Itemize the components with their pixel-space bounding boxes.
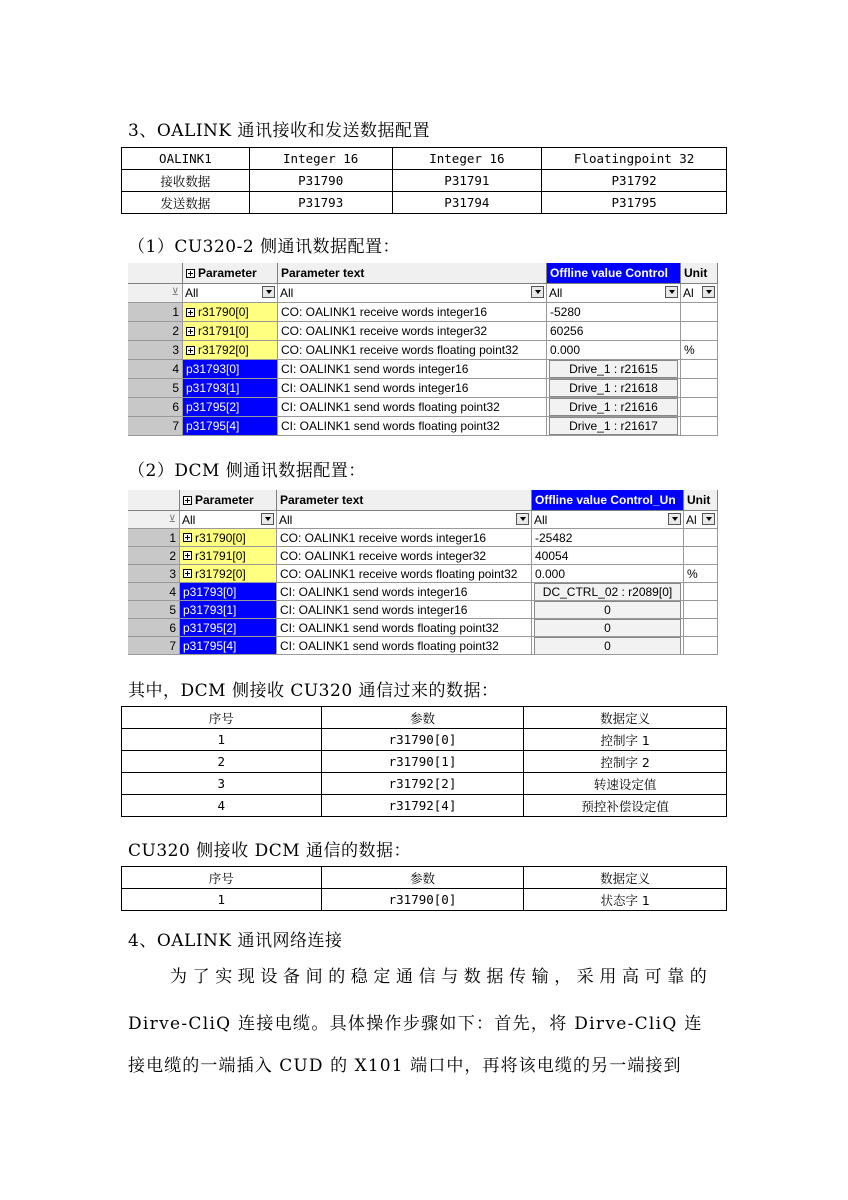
chevron-down-icon[interactable] bbox=[516, 513, 529, 525]
cu320-parameter-grid bbox=[128, 263, 719, 437]
table-row bbox=[122, 889, 727, 911]
table-header-cell: 数据定义 bbox=[524, 867, 727, 889]
filter-dropdown[interactable] bbox=[532, 511, 684, 529]
unit-cell: % bbox=[681, 341, 718, 360]
filter-dropdown[interactable] bbox=[684, 511, 718, 529]
connection-button[interactable]: Drive_1 : r21615 bbox=[549, 360, 678, 378]
row-number[interactable]: 5 bbox=[128, 601, 180, 619]
table-header-cell: Integer 16 bbox=[249, 148, 392, 170]
parameter-text: CI: OALINK1 send words floating point32 bbox=[278, 398, 547, 417]
table-cell: 3 bbox=[122, 773, 322, 795]
expand-icon[interactable] bbox=[183, 569, 192, 578]
row-number[interactable]: 1 bbox=[128, 529, 180, 547]
parameter-id: r31791[0] bbox=[198, 324, 249, 338]
table-cell: 控制字 2 bbox=[524, 751, 727, 773]
filter-value: Al bbox=[683, 286, 694, 300]
connection-button[interactable]: Drive_1 : r21617 bbox=[549, 417, 678, 435]
dcm-receive-heading: 其中，DCM 侧接收 CU320 通信过来的数据： bbox=[128, 681, 499, 701]
offline-value[interactable] bbox=[547, 417, 681, 436]
connection-button[interactable]: 0 bbox=[534, 601, 681, 619]
grid-row[interactable] bbox=[128, 341, 718, 360]
value-text: 0.000 bbox=[550, 343, 581, 357]
parameter-id: r31792[0] bbox=[198, 343, 249, 357]
chevron-down-icon[interactable] bbox=[531, 286, 544, 298]
table-row bbox=[122, 751, 727, 773]
column-header[interactable] bbox=[183, 263, 278, 284]
table-row bbox=[122, 170, 727, 192]
parameter-cell[interactable] bbox=[180, 619, 277, 637]
parameter-cell[interactable] bbox=[183, 417, 278, 436]
filter-dropdown[interactable] bbox=[547, 284, 681, 303]
dcm-receive-table bbox=[121, 706, 727, 817]
table-header-cell: 参数 bbox=[321, 867, 524, 889]
parameter-id: r31790[0] bbox=[198, 305, 249, 319]
filter-dropdown[interactable] bbox=[180, 511, 277, 529]
unit-cell bbox=[684, 619, 718, 637]
parameter-text: CI: OALINK1 send words integer16 bbox=[278, 360, 547, 379]
column-header-label: Parameter text bbox=[281, 266, 365, 280]
grid-filter-row bbox=[128, 511, 718, 529]
parameter-text: CI: OALINK1 send words floating point32 bbox=[277, 637, 532, 655]
parameter-cell[interactable] bbox=[180, 529, 277, 547]
column-header[interactable] bbox=[180, 490, 277, 511]
table-cell: P31794 bbox=[392, 192, 542, 214]
grid-row[interactable] bbox=[128, 322, 718, 341]
value-text: -25482 bbox=[535, 530, 573, 545]
table-cell: 预控补偿设定值 bbox=[524, 795, 727, 817]
column-header-label: Offline value Control_Un bbox=[535, 493, 676, 507]
table-cell: P31792 bbox=[542, 170, 727, 192]
unit-cell bbox=[684, 547, 718, 565]
paragraph-line-2: Dirve-CliQ 连接电缆。具体操作步骤如下：首先，将 Dirve-CliQ 连 bbox=[128, 1014, 703, 1034]
table-cell: 控制字 1 bbox=[524, 729, 727, 751]
grid-corner bbox=[128, 263, 183, 284]
value-text: -5280 bbox=[550, 305, 581, 319]
cu320-receive-heading: CU320 侧接收 DCM 通信的数据： bbox=[128, 841, 412, 861]
table-row bbox=[122, 192, 727, 214]
row-number[interactable]: 2 bbox=[128, 322, 183, 341]
parameter-text: CO: OALINK1 receive words integer32 bbox=[277, 547, 532, 565]
grid-row[interactable] bbox=[128, 529, 718, 547]
dcm-parameter-grid bbox=[128, 490, 719, 654]
grid-row[interactable] bbox=[128, 565, 718, 583]
parameter-id: p31795[2] bbox=[183, 620, 237, 635]
table-cell: 状态字 1 bbox=[524, 889, 727, 911]
row-number[interactable]: 3 bbox=[128, 341, 183, 360]
column-header-label: Offline value Control bbox=[550, 266, 669, 280]
chevron-down-icon[interactable] bbox=[668, 513, 681, 525]
row-number[interactable]: 4 bbox=[128, 360, 183, 379]
table-cell: P31791 bbox=[392, 170, 542, 192]
column-header-label: Unit bbox=[687, 493, 711, 507]
table-header-cell: OALINK1 bbox=[122, 148, 250, 170]
grid-corner bbox=[128, 490, 180, 511]
filter-dropdown[interactable] bbox=[278, 284, 547, 303]
unit-cell bbox=[684, 529, 718, 547]
column-header-label: Unit bbox=[684, 266, 708, 280]
grid-row[interactable] bbox=[128, 547, 718, 565]
grid-row[interactable] bbox=[128, 303, 718, 322]
expand-all-icon[interactable] bbox=[186, 269, 195, 278]
table-header-cell: 数据定义 bbox=[524, 707, 727, 729]
row-number[interactable]: 1 bbox=[128, 303, 183, 322]
table-cell: 1 bbox=[122, 729, 322, 751]
parameter-cell[interactable] bbox=[183, 341, 278, 360]
parameter-id: r31792[0] bbox=[195, 566, 246, 581]
offline-value[interactable] bbox=[547, 360, 681, 379]
unit-cell bbox=[681, 322, 718, 341]
cu320-config-heading: （1）CU320-2 侧通讯数据配置： bbox=[128, 237, 401, 257]
grid-row[interactable] bbox=[128, 601, 718, 619]
offline-value[interactable] bbox=[547, 341, 681, 360]
offline-value[interactable] bbox=[532, 565, 684, 583]
connection-button[interactable]: Drive_1 : r21616 bbox=[549, 398, 678, 416]
column-header[interactable] bbox=[684, 490, 718, 511]
grid-row[interactable] bbox=[128, 619, 718, 637]
unit-cell bbox=[681, 360, 718, 379]
parameter-id: p31795[4] bbox=[186, 419, 240, 433]
table-header-row bbox=[122, 867, 727, 889]
chevron-down-icon[interactable] bbox=[665, 286, 678, 298]
filter-dropdown[interactable] bbox=[277, 511, 532, 529]
section-4-heading: 4、OALINK 通讯网络连接 bbox=[128, 931, 343, 951]
table-cell: r31792[4] bbox=[321, 795, 524, 817]
table-header-cell: Floatingpoint 32 bbox=[542, 148, 727, 170]
value-text: 60256 bbox=[550, 324, 584, 338]
table-cell: 1 bbox=[122, 889, 322, 911]
table-header-cell: 参数 bbox=[321, 707, 524, 729]
value-text: 0.000 bbox=[535, 566, 566, 581]
table-cell: r31792[2] bbox=[321, 773, 524, 795]
filter-value: All bbox=[534, 512, 548, 527]
offline-value[interactable] bbox=[547, 398, 681, 417]
dcm-config-heading: （2）DCM 侧通讯数据配置： bbox=[128, 461, 366, 481]
row-number[interactable]: 6 bbox=[128, 619, 180, 637]
offline-value[interactable] bbox=[547, 379, 681, 398]
parameter-cell[interactable] bbox=[180, 637, 277, 655]
unit-cell bbox=[684, 583, 718, 601]
offline-value[interactable] bbox=[532, 529, 684, 547]
parameter-text: CI: OALINK1 send words integer16 bbox=[278, 379, 547, 398]
offline-value[interactable] bbox=[532, 583, 684, 601]
row-number[interactable]: 4 bbox=[128, 583, 180, 601]
column-header[interactable] bbox=[681, 263, 718, 284]
table-row bbox=[122, 795, 727, 817]
unit-cell bbox=[684, 601, 718, 619]
row-number[interactable]: 2 bbox=[128, 547, 180, 565]
filter-value: All bbox=[549, 286, 563, 300]
expand-icon[interactable] bbox=[186, 308, 195, 317]
chevron-down-icon[interactable] bbox=[702, 513, 715, 525]
parameter-text: CI: OALINK1 send words floating point32 bbox=[278, 417, 547, 436]
parameter-cell[interactable] bbox=[183, 360, 278, 379]
table-cell: 接收数据 bbox=[122, 170, 250, 192]
table-cell: P31795 bbox=[542, 192, 727, 214]
section-3-heading: 3、OALINK 通讯接收和发送数据配置 bbox=[128, 121, 431, 141]
table-cell: 2 bbox=[122, 751, 322, 773]
parameter-text: CO: OALINK1 receive words integer16 bbox=[277, 529, 532, 547]
filter-value: Al bbox=[686, 512, 697, 527]
table-header-row bbox=[122, 148, 727, 170]
parameter-text: CO: OALINK1 receive words integer16 bbox=[278, 303, 547, 322]
connection-button[interactable]: Drive_1 : r21618 bbox=[549, 379, 678, 397]
filter-dropdown[interactable] bbox=[183, 284, 278, 303]
expand-icon[interactable] bbox=[183, 533, 192, 542]
row-number[interactable]: 6 bbox=[128, 398, 183, 417]
filter-clear-cell[interactable] bbox=[128, 511, 180, 529]
connection-button[interactable]: 0 bbox=[534, 619, 681, 637]
offline-value[interactable] bbox=[532, 547, 684, 565]
paragraph-line-1: 为了实现设备间的稳定通信与数据传输，采用高可靠的 bbox=[170, 967, 713, 987]
offline-value[interactable] bbox=[547, 303, 681, 322]
filter-dropdown[interactable] bbox=[681, 284, 718, 303]
parameter-cell[interactable] bbox=[183, 398, 278, 417]
parameter-text: CI: OALINK1 send words integer16 bbox=[277, 583, 532, 601]
table-header-cell: 序号 bbox=[122, 707, 322, 729]
value-text: 40054 bbox=[535, 548, 569, 563]
expand-all-icon[interactable] bbox=[183, 496, 192, 505]
table-row bbox=[122, 773, 727, 795]
table-cell: P31790 bbox=[249, 170, 392, 192]
column-header-label: Parameter text bbox=[280, 493, 364, 507]
grid-header bbox=[128, 490, 718, 511]
grid-filter-row bbox=[128, 284, 718, 303]
table-cell: r31790[1] bbox=[321, 751, 524, 773]
grid-row[interactable] bbox=[128, 360, 718, 379]
chevron-down-icon[interactable] bbox=[702, 286, 715, 298]
oalink-mapping-table bbox=[121, 147, 727, 214]
column-header-label: Parameter bbox=[198, 266, 257, 280]
offline-value[interactable] bbox=[547, 322, 681, 341]
parameter-id: p31795[2] bbox=[186, 400, 240, 414]
parameter-id: r31791[0] bbox=[195, 548, 246, 563]
parameter-id: p31793[1] bbox=[186, 381, 240, 395]
grid-header bbox=[128, 263, 718, 284]
row-number[interactable]: 7 bbox=[128, 417, 183, 436]
parameter-id: p31793[0] bbox=[186, 362, 240, 376]
unit-cell: % bbox=[684, 565, 718, 583]
table-header-cell: 序号 bbox=[122, 867, 322, 889]
chevron-down-icon[interactable] bbox=[262, 286, 275, 298]
grid-row[interactable] bbox=[128, 417, 718, 436]
parameter-id: p31793[1] bbox=[183, 602, 237, 617]
parameter-cell[interactable] bbox=[180, 583, 277, 601]
filter-clear-cell[interactable] bbox=[128, 284, 183, 303]
row-number[interactable]: 5 bbox=[128, 379, 183, 398]
row-number[interactable]: 3 bbox=[128, 565, 180, 583]
parameter-text: CO: OALINK1 receive words floating point32 bbox=[278, 341, 547, 360]
column-header[interactable] bbox=[278, 263, 547, 284]
column-header[interactable] bbox=[277, 490, 532, 511]
table-header-row bbox=[122, 707, 727, 729]
column-header[interactable] bbox=[547, 263, 681, 284]
grid-row[interactable] bbox=[128, 583, 718, 601]
table-cell: P31793 bbox=[249, 192, 392, 214]
paragraph-line-3: 接电缆的一端插入 CUD 的 X101 端口中，再将该电缆的另一端接到 bbox=[128, 1056, 682, 1076]
parameter-text: CO: OALINK1 receive words integer32 bbox=[278, 322, 547, 341]
table-cell: r31790[0] bbox=[321, 729, 524, 751]
grid-row[interactable] bbox=[128, 637, 718, 655]
parameter-id: p31795[4] bbox=[183, 638, 237, 653]
parameter-cell[interactable] bbox=[183, 379, 278, 398]
offline-value[interactable] bbox=[532, 637, 684, 655]
offline-value[interactable] bbox=[532, 601, 684, 619]
column-header-label: Parameter bbox=[195, 493, 254, 507]
table-cell: r31790[0] bbox=[321, 889, 524, 911]
filter-value: All bbox=[280, 286, 294, 300]
parameter-text: CI: OALINK1 send words integer16 bbox=[277, 601, 532, 619]
parameter-text: CI: OALINK1 send words floating point32 bbox=[277, 619, 532, 637]
expand-icon[interactable] bbox=[186, 346, 195, 355]
unit-cell bbox=[681, 303, 718, 322]
filter-clear-icon[interactable]: ⊻ bbox=[168, 513, 176, 525]
parameter-cell[interactable] bbox=[180, 601, 277, 619]
filter-value: All bbox=[279, 512, 293, 527]
column-header[interactable] bbox=[532, 490, 684, 511]
unit-cell bbox=[681, 379, 718, 398]
expand-icon[interactable] bbox=[186, 327, 195, 336]
grid-row[interactable] bbox=[128, 398, 718, 417]
connection-button[interactable]: DC_CTRL_02 : r2089[0] bbox=[534, 583, 681, 601]
parameter-cell[interactable] bbox=[183, 303, 278, 322]
table-cell: 4 bbox=[122, 795, 322, 817]
table-header-cell: Integer 16 bbox=[392, 148, 542, 170]
offline-value[interactable] bbox=[532, 619, 684, 637]
chevron-down-icon[interactable] bbox=[261, 513, 274, 525]
parameter-cell[interactable] bbox=[180, 547, 277, 565]
filter-clear-icon[interactable]: ⊻ bbox=[171, 287, 179, 298]
filter-value: All bbox=[185, 286, 199, 300]
parameter-text: CO: OALINK1 receive words floating point32 bbox=[277, 565, 532, 583]
cu320-receive-table bbox=[121, 866, 727, 911]
grid-row[interactable] bbox=[128, 379, 718, 398]
expand-icon[interactable] bbox=[183, 551, 192, 560]
parameter-cell[interactable] bbox=[180, 565, 277, 583]
unit-cell bbox=[681, 398, 718, 417]
table-cell: 转速设定值 bbox=[524, 773, 727, 795]
filter-value: All bbox=[182, 512, 196, 527]
unit-cell bbox=[681, 417, 718, 436]
unit-cell bbox=[684, 637, 718, 655]
parameter-id: p31793[0] bbox=[183, 584, 237, 599]
row-number[interactable]: 7 bbox=[128, 637, 180, 655]
connection-button[interactable]: 0 bbox=[534, 637, 681, 655]
table-cell: 发送数据 bbox=[122, 192, 250, 214]
parameter-id: r31790[0] bbox=[195, 530, 246, 545]
parameter-cell[interactable] bbox=[183, 322, 278, 341]
table-row bbox=[122, 729, 727, 751]
